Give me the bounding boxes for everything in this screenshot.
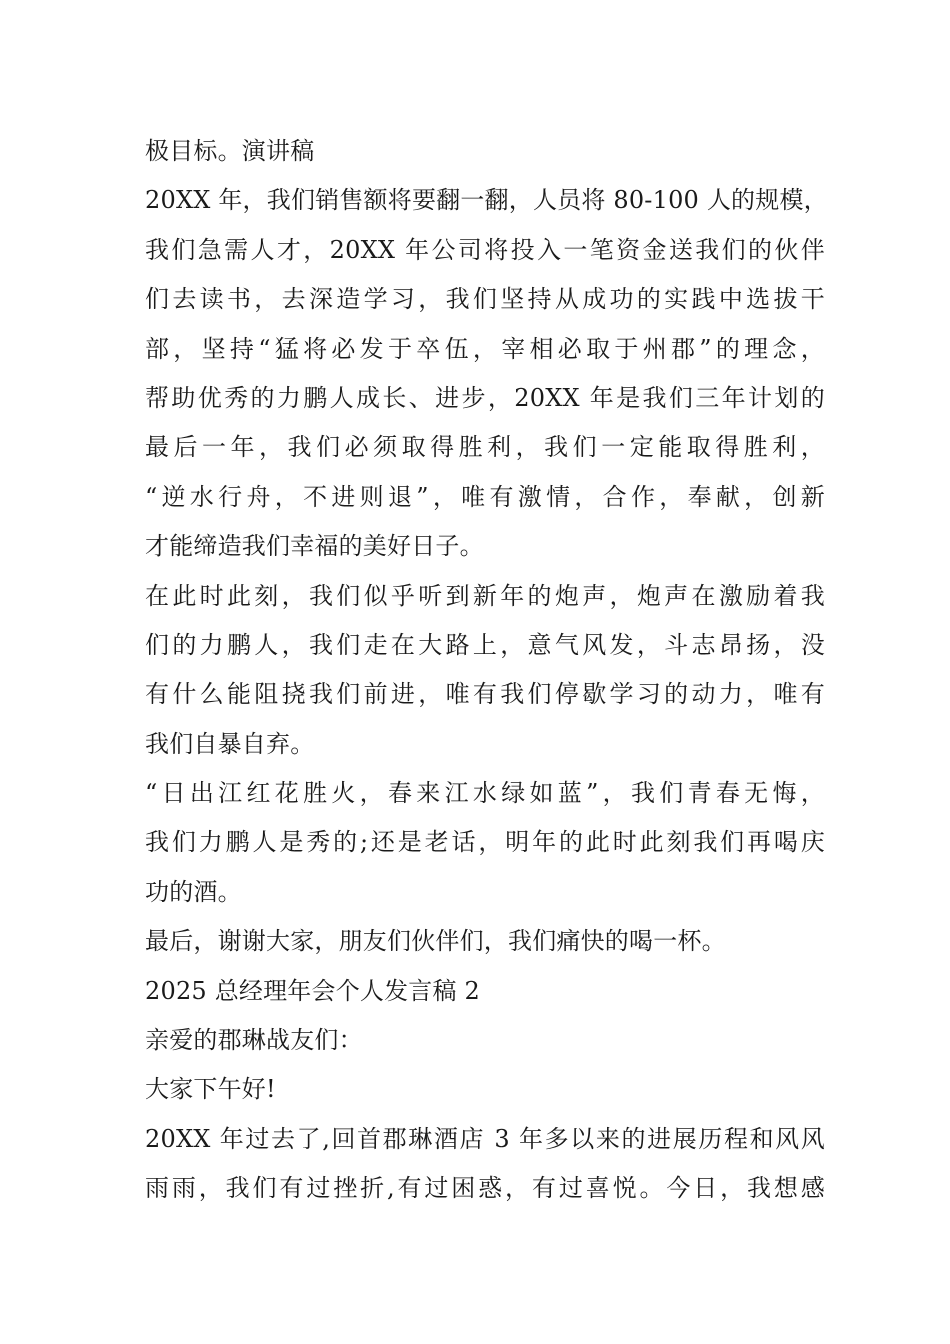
text-line: 最后，谢谢大家，朋友们伙伴们，我们痛快的喝一杯。 xyxy=(145,927,726,956)
text-line: 最后一年，我们必须取得胜利，我们一定能取得胜利， xyxy=(145,433,825,462)
greeting: 大家下午好! xyxy=(145,1075,276,1104)
text-line: 部，坚持“猛将必发于卒伍，宰相必取于州郡”的理念， xyxy=(145,334,825,363)
document-body xyxy=(145,127,828,1214)
text-line: 20XX 年过去了,回首郡琳酒店 3 年多以来的进展历程和风风 xyxy=(145,1124,825,1153)
text-line: 我们力鹏人是秀的;还是老话，明年的此时此刻我们再喝庆 xyxy=(145,828,825,857)
text-line: 雨雨，我们有过挫折,有过困惑，有过喜悦。今日，我想感 xyxy=(145,1174,825,1203)
text-line: 我们自暴自弃。 xyxy=(145,729,315,758)
text-line: 功的酒。 xyxy=(145,877,242,906)
text-line: 在此时此刻，我们似乎听到新年的炮声，炮声在激励着我 xyxy=(145,581,825,610)
text-line: 们去读书，去深造学习，我们坚持从成功的实践中选拔干 xyxy=(145,285,825,314)
salutation: 亲爱的郡琳战友们： xyxy=(145,1026,363,1055)
text-line: “逆水行舟，不进则退”，唯有激情，合作，奉献，创新 xyxy=(145,482,825,511)
text-line: 才能缔造我们幸福的美好日子。 xyxy=(145,532,484,561)
text-line: 20XX 年，我们销售额将要翻一翻，人员将 80-100 人的规模， xyxy=(145,186,828,215)
text-line: 帮助优秀的力鹏人成长、进步，20XX 年是我们三年计划的 xyxy=(145,383,825,412)
text-line: 有什么能阻挠我们前进，唯有我们停歇学习的动力，唯有 xyxy=(145,680,825,709)
text-line: 们的力鹏人，我们走在大路上，意气风发，斗志昂扬，没 xyxy=(145,630,825,659)
text-line: 我们急需人才，20XX 年公司将投入一笔资金送我们的伙伴 xyxy=(145,235,825,264)
text-line: “日出江红花胜火，春来江水绿如蓝”，我们青春无悔， xyxy=(145,779,825,808)
text-line: 极目标。演讲稿 xyxy=(145,137,315,165)
section-heading: 2025 总经理年会个人发言稿 2 xyxy=(145,976,481,1005)
